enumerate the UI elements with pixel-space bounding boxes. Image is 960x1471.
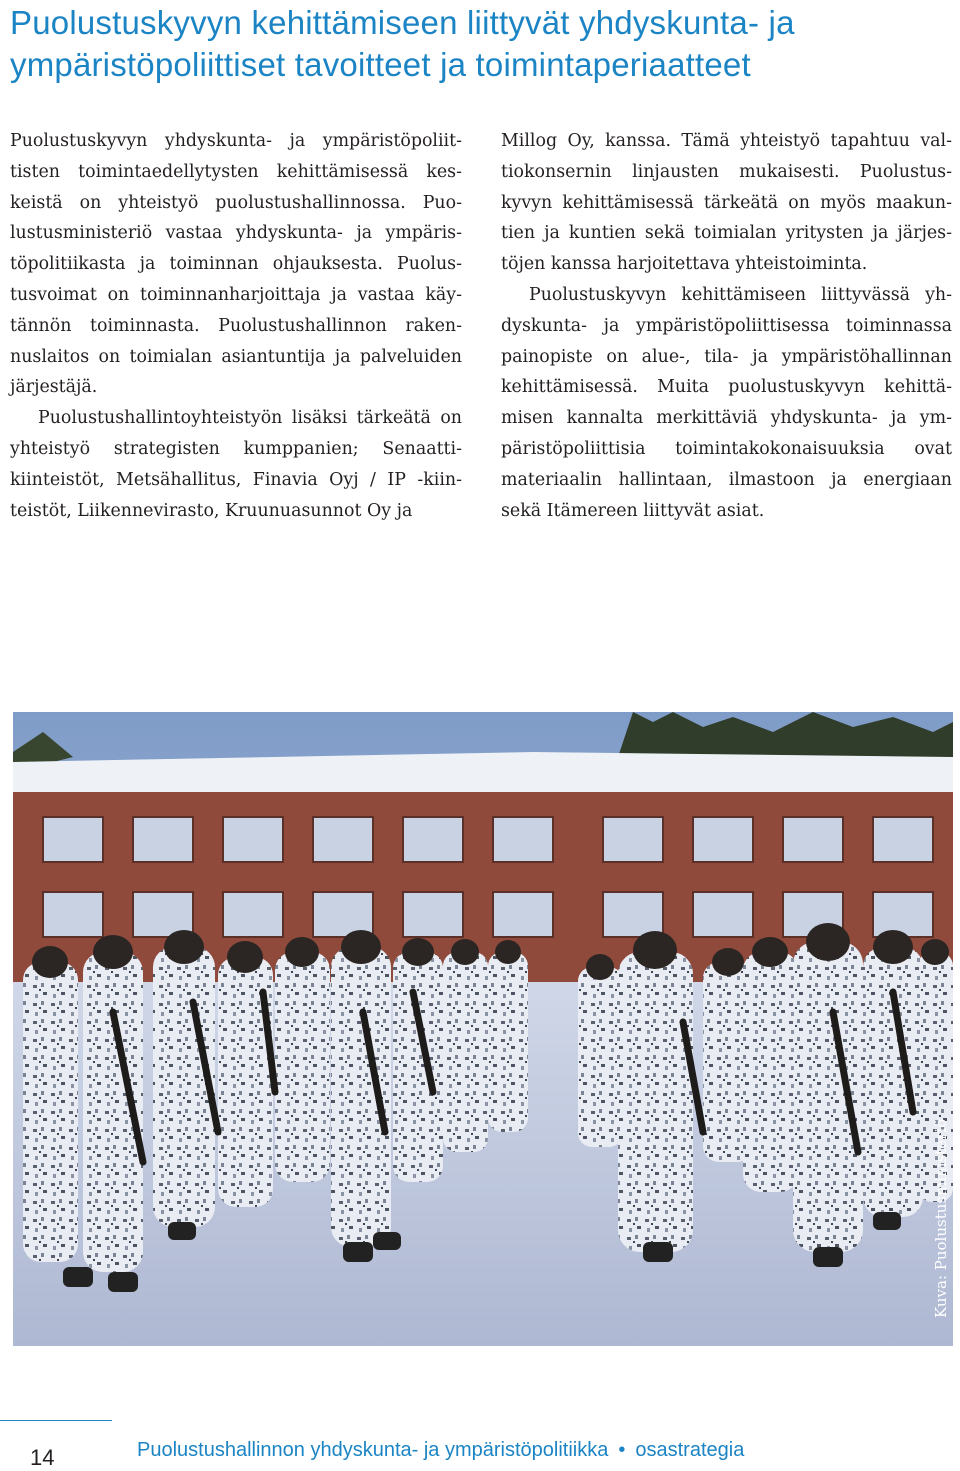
footer-separator: • bbox=[618, 1439, 626, 1461]
soldiers-photo bbox=[13, 712, 953, 1346]
left-paragraph-2: Puolustushallintoyhteistyön lisäksi tärkeätä on yhteistyö strategisten kumppanien; Senaattikiinteistöt, Metsähallitus, Finavia Oyj / IP -kiinteistöt, Liikennevirasto, Kruunuasunnot Oy ja bbox=[10, 408, 462, 521]
footer-section: osastrategia bbox=[635, 1439, 745, 1461]
footer-divider bbox=[0, 1420, 112, 1421]
footer-running-title bbox=[137, 1439, 744, 1462]
page-number: 14 bbox=[30, 1445, 55, 1470]
page-title: Puolustuskyvyn kehittämiseen liittyvät yhdyskunta- ja ympäristöpoliittiset tavoitteet ja toimintaperiaatteet bbox=[10, 4, 795, 83]
photo-credit: Kuva: Puolustusministeriö bbox=[932, 1118, 950, 1318]
right-column bbox=[501, 126, 952, 526]
left-paragraph-1: Puolustuskyvyn yhdyskunta- ja ympäristöpoliittisten toimintaedellytysten kehittämisessä keskeistä on yhteistyö puolustushallinnossa. Puolustusministeriö vastaa yhdyskunta- ja ympäristöpolitiikasta ja toiminnan ohjauksesta. Puolustusvoimat on toiminnanharjoittaja ja vastaa käytännön toiminnasta. Puolustushallinnon rakennuslaitos on toimialan asiantuntija ja palveluiden järjestäjä. bbox=[10, 131, 462, 398]
footer-publication: Puolustushallinnon yhdyskunta- ja ympäristöpolitiikka bbox=[137, 1439, 609, 1461]
right-paragraph-1: Millog Oy, kanssa. Tämä yhteistyö tapahtuu valtiokonsernin linjausten mukaisesti. Puolustuskyvyn kehittämisessä tärkeätä on myös maakuntien ja kuntien sekä toimialan yritysten ja järjestöjen kanssa harjoitettava yhteistoiminta. bbox=[501, 131, 952, 275]
left-column bbox=[10, 126, 462, 526]
right-paragraph-2: Puolustuskyvyn kehittämiseen liittyvässä yhdyskunta- ja ympäristöpoliittisessa toiminnassa painopiste on alue-, tila- ja ympäristöhallinnan kehittämisessä. Muita puolustuskyvyn kehittämisen kannalta merkittäviä yhdyskunta- ja ympäristöpoliittisia toimintakokonaisuuksia ovat materiaalin hallintaan, ilmastoon ja energiaan sekä Itämereen liittyvät asiat. bbox=[501, 284, 952, 521]
